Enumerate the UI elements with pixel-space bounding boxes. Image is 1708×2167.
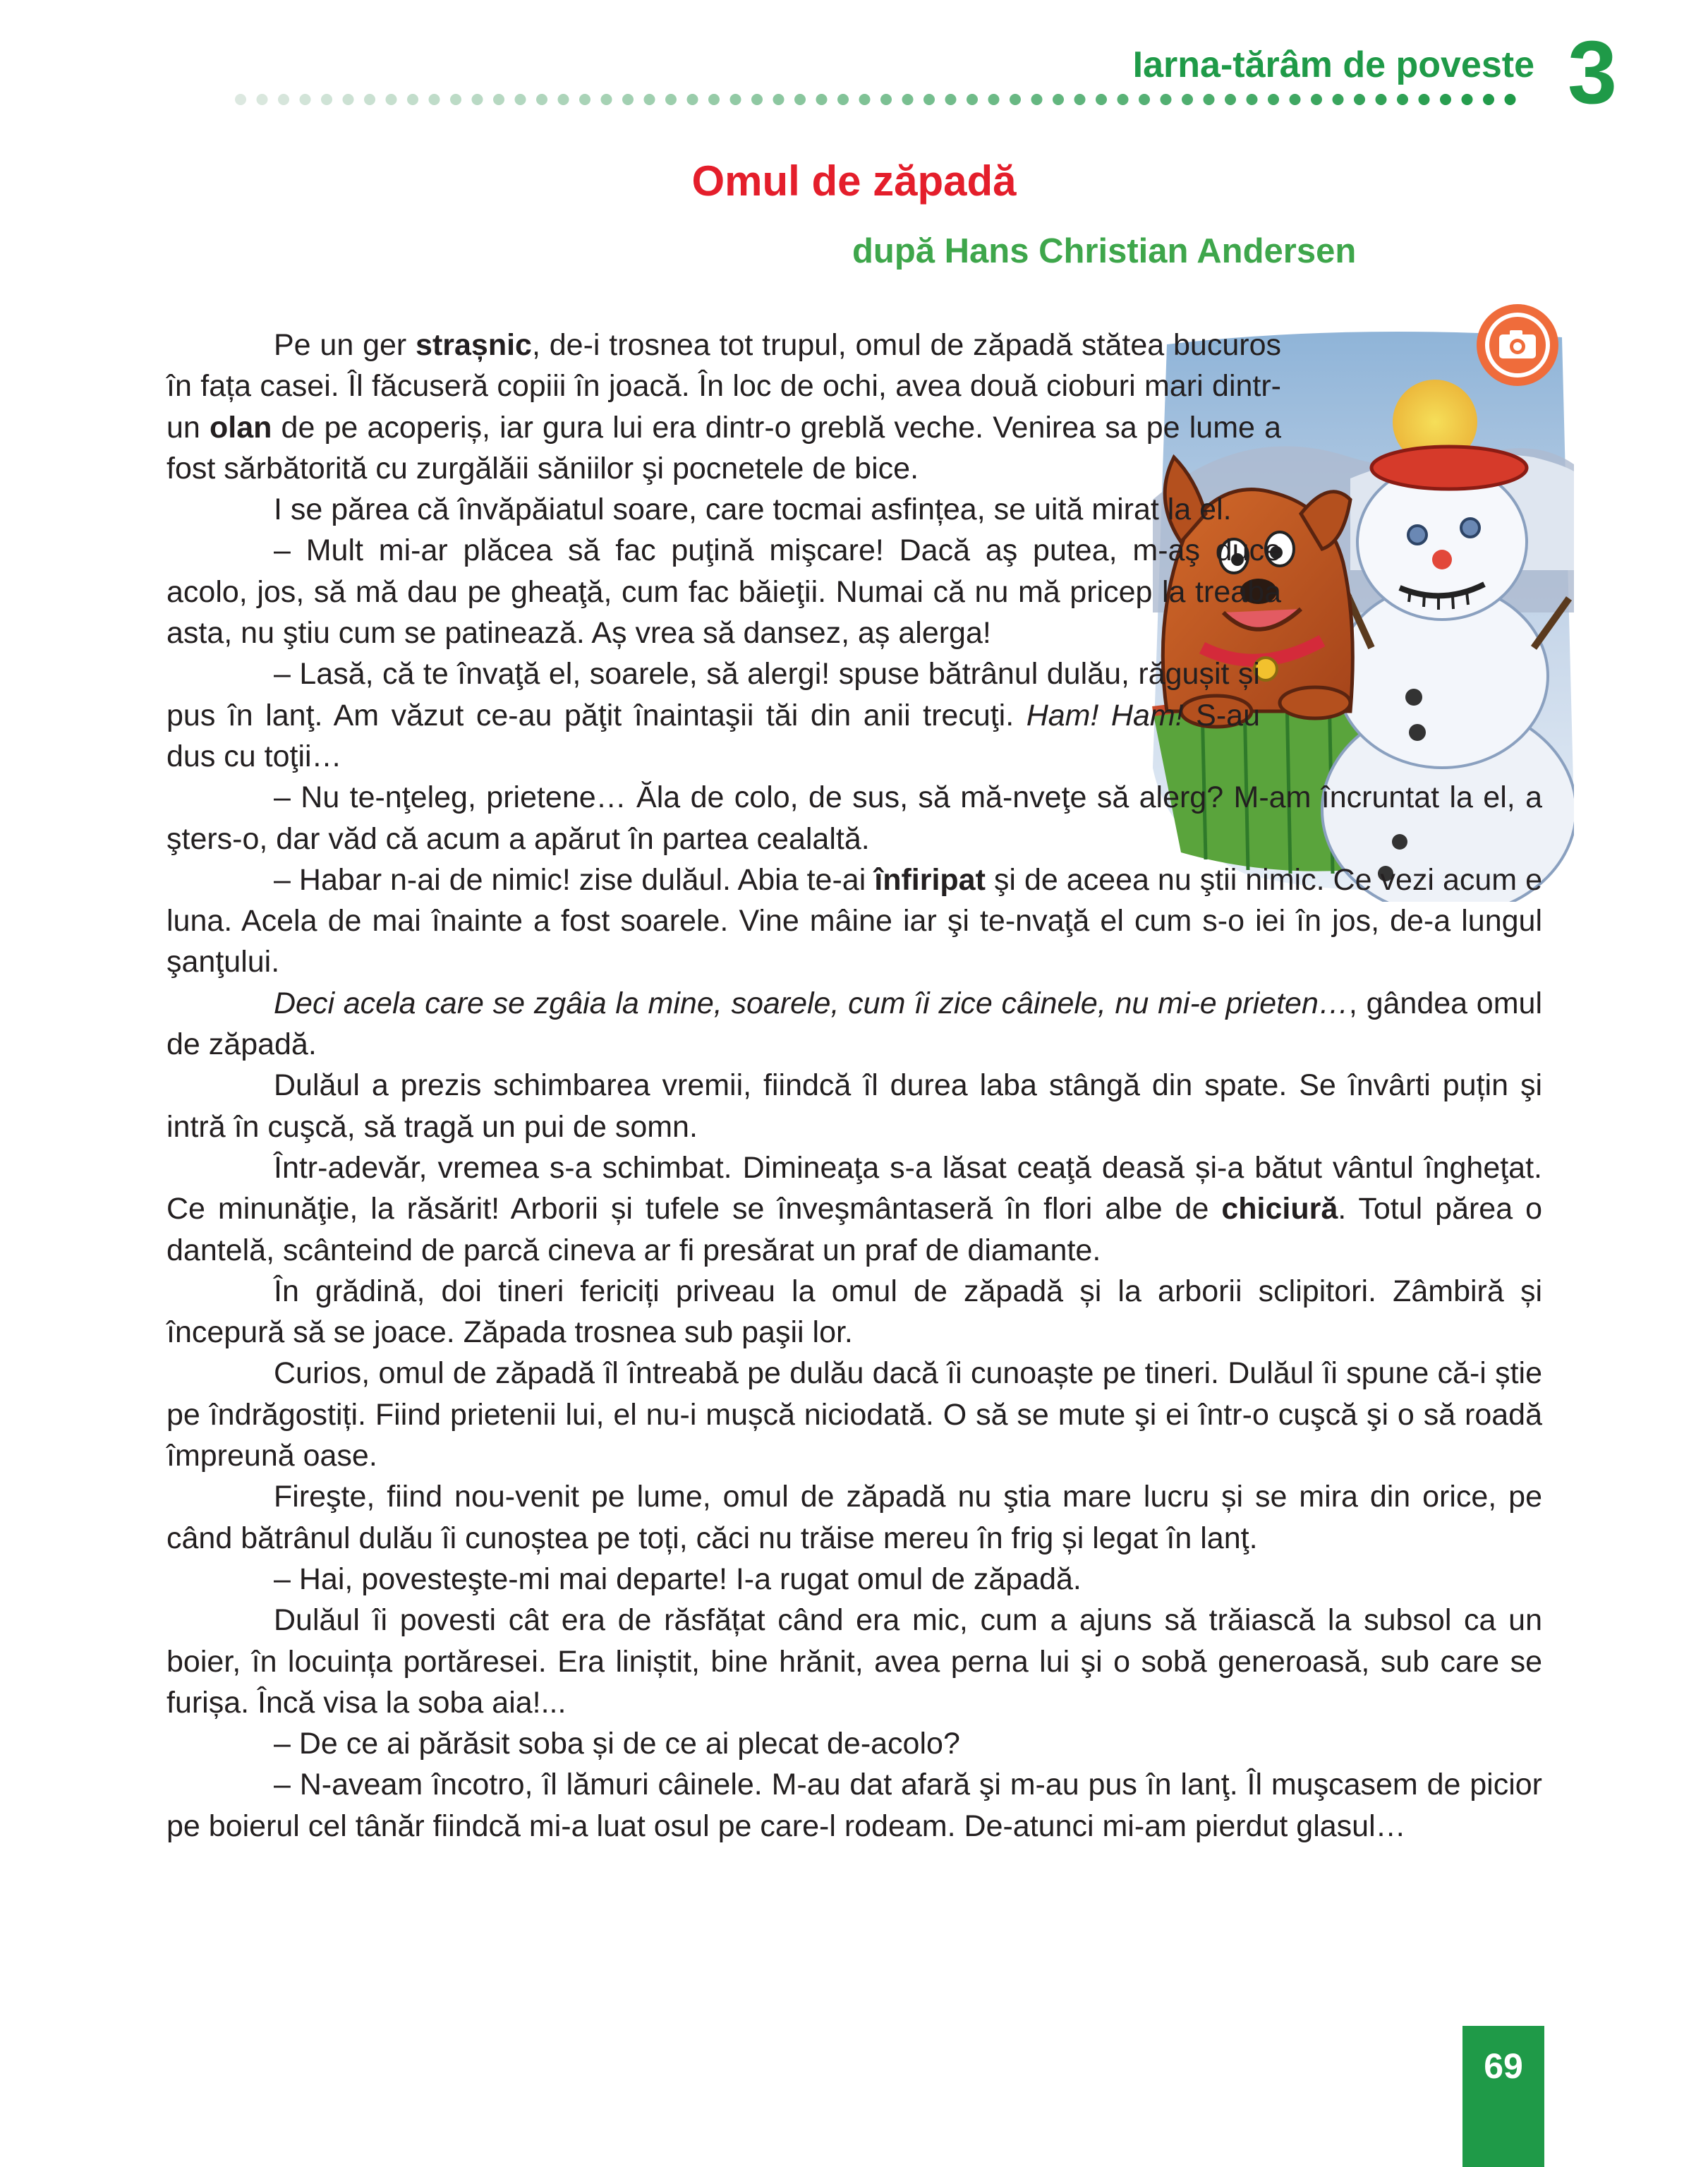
- paragraph: – N-aveam încotro, îl lămuri câinele. M-au dat afară şi m-au pus în lanţ. Îl muşcasem de picior pe boierul cel tânăr fiindcă mi-a luat osul pe care-l rodeam. De-atunci mi-am pierdut glasul…: [166, 1768, 1542, 1843]
- header-dot: [407, 94, 418, 105]
- header-dot: [945, 94, 957, 105]
- header-dot: [515, 94, 526, 105]
- unit-title: Iarna-tărâm de poveste: [1132, 44, 1534, 85]
- header-dot: [880, 94, 892, 105]
- header-dot: [1204, 94, 1215, 105]
- paragraph: – Mult mi-ar plăcea să fac puţină mişcare! Dacă aş putea, m-aş duce acolo, jos, să mă dau pe gheaţă, cum fac băieţii. Numai că nu mă pricep la treaba asta, nu ştiu cum se patinează. Aș vrea să dansez, aș alerga!: [166, 533, 1281, 651]
- header-dot: [343, 94, 354, 105]
- story-text: [166, 325, 1542, 1847]
- header-dot: [235, 94, 246, 105]
- header-dot: [536, 94, 547, 105]
- header-dot: [1397, 94, 1408, 105]
- header-dot: [1311, 94, 1322, 105]
- story-title: Omul de zăpadă: [691, 157, 1017, 205]
- paragraph: – Nu te-nţeleg, prietene… Ăla de colo, de sus, să mă-nveţe să alerg? M-am încruntat la el, a şters-o, dar văd că acum a apărut în partea cealaltă.: [166, 780, 1542, 856]
- paragraph: În grădină, doi tineri fericiți priveau la omul de zăpadă și la arborii sclipitori. Zâmbiră și începură să se joace. Zăpada trosnea sub paşii lor.: [166, 1274, 1542, 1350]
- header-dot: [579, 94, 590, 105]
- paragraph: – Hai, povesteşte-mi mai departe! I-a rugat omul de zăpadă.: [274, 1562, 1082, 1596]
- header-dot: [730, 94, 741, 105]
- header-dot: [622, 94, 634, 105]
- header-dot: [558, 94, 569, 105]
- header-dot: [967, 94, 978, 105]
- header-dot: [1247, 94, 1258, 105]
- header-dot: [1053, 94, 1064, 105]
- header-dot: [988, 94, 1000, 105]
- header-dot: [472, 94, 483, 105]
- header-dot: [1225, 94, 1236, 105]
- paragraph: Dulăul îi povesti cât era de răsfățat când era mic, cum a ajuns să trăiască la subsol ca un boier, în locuința portăresei. Era liniștit, bine hrănit, avea perna lui şi o sobă generoasă, sub care se furișa. Încă visa la soba aia!...: [166, 1603, 1542, 1720]
- header-dot: [278, 94, 289, 105]
- header-dot: [386, 94, 397, 105]
- header-dot: [1333, 94, 1344, 105]
- header-dot: [1505, 94, 1516, 105]
- header-dot: [644, 94, 655, 105]
- header-dot: [794, 94, 806, 105]
- header-dot: [1268, 94, 1279, 105]
- paragraph: Fireşte, fiind nou-venit pe lume, omul de zăpadă nu ştia mare lucru și se mira din orice, pe când bătrânul dulău îi cunoștea pe toți, căci nu trăise mereu în frig și legat în lanţ.: [166, 1480, 1542, 1555]
- paragraph: – De ce ai părăsit soba și de ce ai plecat de-acolo?: [274, 1727, 960, 1761]
- header-dot: [859, 94, 871, 105]
- paragraph: – Lasă, că te învaţă el, soarele, să alergi! spuse bătrânul dulău, răgușit și pus în lanţ. Am văzut ce-au păţit înaintaşii tăi din anii trecuţi. Ham! Ham! S-au dus cu toţii…: [166, 657, 1260, 773]
- header-dot: [493, 94, 504, 105]
- paragraph: Într-adevăr, vremea s-a schimbat. Dimineaţa s-a lăsat ceaţă deasă și-a bătut vântul îngheţat. Ce minunăţie, la răsărit! Arborii și tufele se înveşmântaseră în flori albe de chiciură. Totul părea o dantelă, scânteind de parcă cineva ar fi presărat un praf de diamante.: [166, 1150, 1542, 1267]
- page-number-tab: [1462, 2026, 1544, 2167]
- header-dot: [837, 94, 849, 105]
- header-dot: [1440, 94, 1451, 105]
- header-dot: [1182, 94, 1193, 105]
- paragraph: Pe un ger strașnic, de-i trosnea tot trupul, omul de zăpadă stătea bucuros în fața casei. Îl făcuseră copiii în joacă. În loc de ochi, avea două cioburi mari dintr-un olan de pe acoperiș, iar gura lui era dintr-o greblă veche. Venirea sa pe lume a fost sărbătorită cu zurgălăii săniilor şi pocnetele de bice.: [166, 328, 1281, 485]
- page-number: 69: [1484, 2046, 1523, 2086]
- header-dot: [1096, 94, 1107, 105]
- header-dot: [923, 94, 935, 105]
- paragraph: I se părea că învăpăiatul soare, care tocmai asfințea, se uită mirat la el.: [274, 493, 1232, 527]
- header-dot: [1161, 94, 1172, 105]
- header-dot: [1031, 94, 1043, 105]
- page-header: [0, 0, 1708, 127]
- story-author: după Hans Christian Andersen: [852, 232, 1357, 270]
- header-dot: [1290, 94, 1301, 105]
- unit-number: 3: [1568, 23, 1618, 122]
- header-dot: [902, 94, 914, 105]
- header-dot: [450, 94, 461, 105]
- dotted-rule: [234, 93, 1539, 106]
- header-dot: [321, 94, 332, 105]
- header-dot: [1376, 94, 1387, 105]
- header-dot: [1462, 94, 1473, 105]
- header-dot: [816, 94, 828, 105]
- header-dot: [1139, 94, 1150, 105]
- header-dot: [687, 94, 698, 105]
- header-dot: [429, 94, 440, 105]
- header-dot: [257, 94, 268, 105]
- header-dot: [1419, 94, 1430, 105]
- header-dot: [300, 94, 311, 105]
- paragraph: Curios, omul de zăpadă îl întreabă pe dulău dacă îi cunoaște pe tineri. Dulăul îi spune că-i știe pe îndrăgostiți. Fiind prietenii lui, el nu-i mușcă niciodată. O să se mute şi ei într-o cuşcă şi o să roadă împreună oase.: [166, 1356, 1542, 1473]
- paragraph: Dulăul a prezis schimbarea vremii, fiindcă îl durea laba stângă din spate. Se învârti puțin şi intră în cuşcă, să tragă un pui de somn.: [166, 1068, 1542, 1144]
- header-dot: [1010, 94, 1021, 105]
- header-dot: [708, 94, 720, 105]
- header-dot: [665, 94, 677, 105]
- header-dot: [1483, 94, 1494, 105]
- header-dot: [1074, 94, 1086, 105]
- header-dot: [1118, 94, 1129, 105]
- header-dot: [1354, 94, 1365, 105]
- paragraph: Deci acela care se zgâia la mine, soarele, cum îi zice câinele, nu mi-e prieten…, gândea omul de zăpadă.: [166, 986, 1542, 1062]
- paragraph: – Habar n-ai de nimic! zise dulăul. Abia te-ai înfiripat şi de aceea nu ştii nimic. Ce vezi acum e luna. Acela de mai înainte a fost soarele. Vine mâine iar şi te-nvaţă el cum s-o iei în jos, de-a lungul şanţului.: [166, 862, 1542, 979]
- header-dot: [751, 94, 763, 105]
- header-dot: [364, 94, 375, 105]
- header-dot: [773, 94, 785, 105]
- header-dot: [601, 94, 612, 105]
